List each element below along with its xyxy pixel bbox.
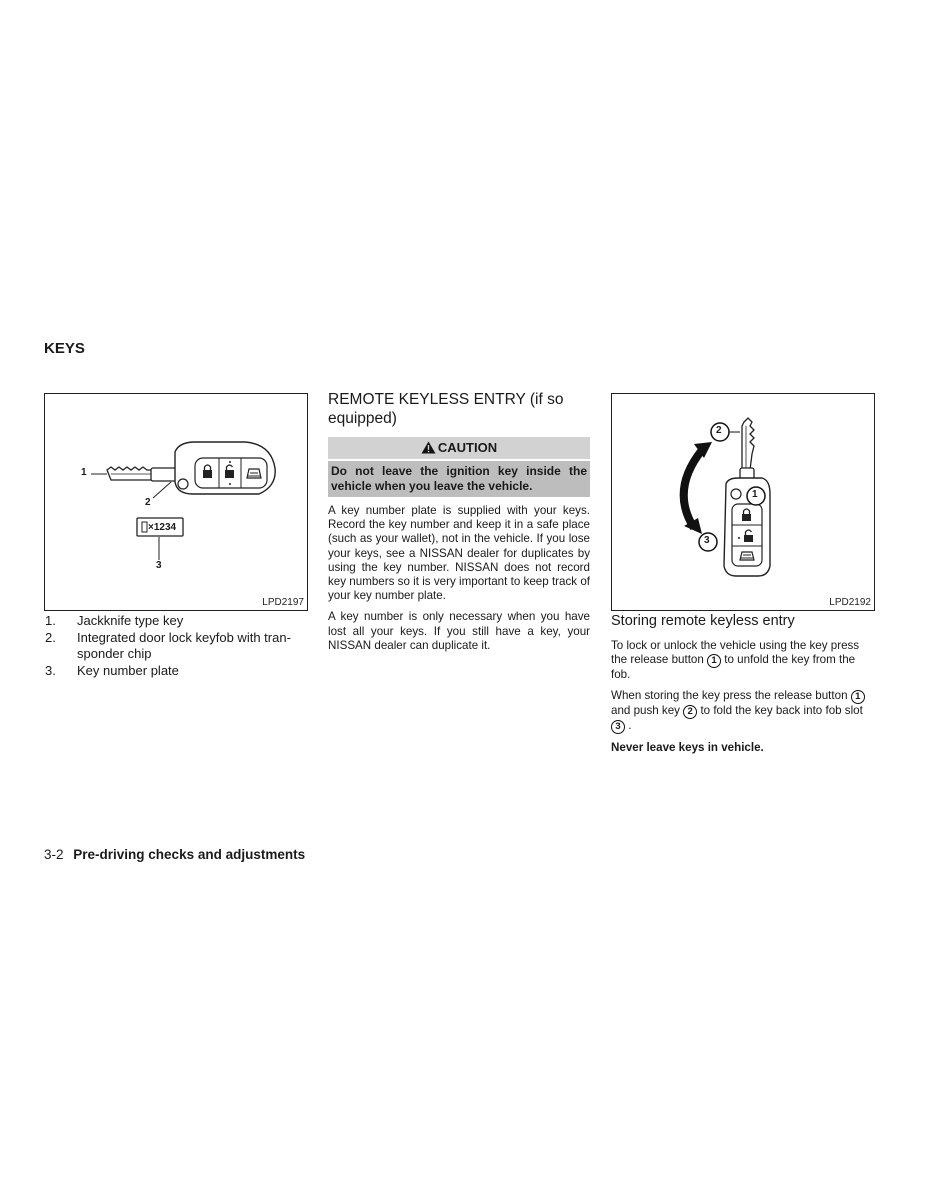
parts-list — [44, 613, 302, 679]
callout-1: 1 — [752, 489, 758, 500]
caution-header — [328, 437, 590, 459]
storing-section — [611, 612, 873, 763]
callout-1: 1 — [851, 690, 865, 704]
callout-3: 3 — [704, 535, 710, 546]
caution-text: Do not leave the ignition key inside the vehicle when you leave the vehicle. — [328, 459, 590, 497]
warning-icon — [421, 439, 436, 461]
folding-key-illustration — [612, 394, 874, 610]
folding-key-figure — [611, 393, 875, 611]
callout-1: 1 — [81, 467, 87, 478]
caution-label: CAUTION — [437, 440, 498, 455]
chapter-title: Pre-driving checks and adjustments — [73, 847, 306, 862]
fold-paragraph: When storing the key press the release button 1 and push key 2 to fold the key back into fob slot 3 . — [611, 689, 863, 733]
key-number-paragraph: A key number is only necessary when you have lost all your keys. If you still have a key, your NISSAN dealer can duplicate it. — [328, 610, 590, 652]
callout-1: 1 — [707, 654, 721, 668]
figure-code: LPD2197 — [262, 597, 304, 608]
warning-note: Never leave keys in vehicle. — [611, 741, 764, 755]
page-footer — [44, 847, 305, 862]
section-title: KEYS — [44, 340, 85, 357]
page-number: 3-2 — [44, 847, 64, 862]
callout-2: 2 — [145, 497, 151, 508]
unfold-paragraph: To lock or unlock the vehicle using the key press the release button 1 to unfold the key from the fob. — [611, 639, 860, 682]
jackknife-key-illustration — [45, 394, 307, 610]
storing-heading: Storing remote keyless entry — [611, 613, 795, 629]
figure-code: LPD2192 — [829, 597, 871, 608]
key-figure — [44, 393, 308, 611]
callout-2: 2 — [683, 705, 697, 719]
list-item: 2. Integrated door lock keyfob with transponder chip — [45, 629, 291, 661]
callout-3: 3 — [156, 560, 162, 571]
list-item: 1. Jackknife type key — [45, 613, 184, 628]
callout-3: 3 — [611, 720, 625, 734]
remote-heading: REMOTE KEYLESS ENTRY (if so equipped) — [328, 391, 564, 427]
plate-text: ×1234 — [148, 522, 177, 533]
key-plate-paragraph: A key number plate is supplied with your keys. Record the key number and keep it in a safe place (such as your wallet), not in the vehicle. If you lose your keys, see a NISSAN dealer for duplicates by using the key number. NISSAN does not record key numbers so it is very important to keep track of your key number plate. — [328, 504, 590, 603]
callout-2: 2 — [716, 425, 722, 436]
list-item: 3. Key number plate — [45, 662, 179, 678]
remote-keyless-section — [328, 390, 590, 660]
